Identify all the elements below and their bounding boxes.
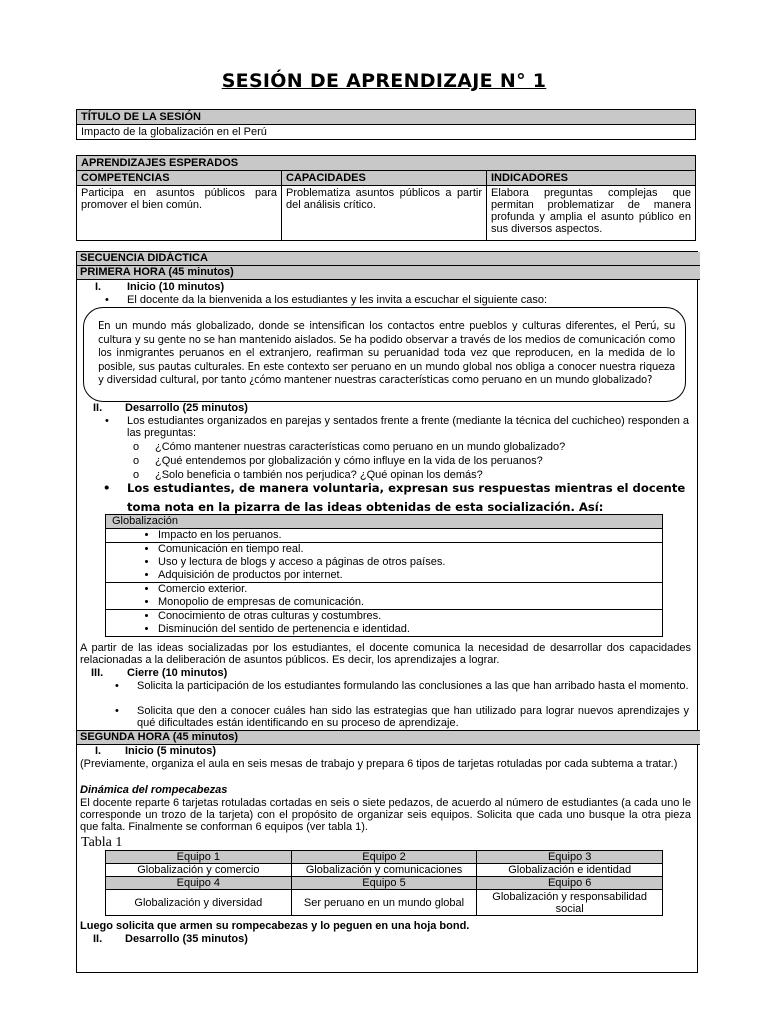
cierre-bullet-2: Solicita que den a conocer cuáles han sido las estrategias que han utilizado para lograr nuevos aprendizajes y qué dificultades están identificando en su proceso de aprendizaje. (137, 705, 689, 729)
equipo-name: Equipo 5 (291, 877, 477, 890)
equipo-name: Equipo 6 (477, 877, 663, 890)
bullet-icon: • (115, 680, 119, 692)
circle-bullet-icon: o (133, 441, 140, 453)
luego-text: Luego solicita que armen su rompecabezas y lo peguen en una hoja bond. (80, 920, 470, 932)
cierre-number: III. (91, 667, 104, 679)
inicio-bullet-text: El docente da la bienvenida a los estudiantes y les invita a escuchar el siguiente caso: (127, 294, 548, 306)
equipo-name: Equipo 4 (106, 877, 292, 890)
bullet-icon: • (103, 481, 111, 495)
equipo-name: Equipo 3 (477, 851, 663, 864)
equipo-tema: Ser peruano en un mundo global (291, 890, 477, 916)
col-competencias: COMPETENCIAS (77, 171, 282, 186)
cierre-bullet-1: Solicita la participación de los estudiantes formulando las conclusiones a las que han arribado hasta el momento. (137, 680, 689, 692)
bullet-icon: • (105, 294, 109, 306)
equipo-name: Equipo 1 (106, 851, 292, 864)
col-indicadores: INDICADORES (487, 171, 696, 186)
glob-item: • Impacto en los peruanos. (158, 529, 656, 542)
desarrollo2-heading: Desarrollo (35 minutos) (125, 933, 248, 945)
desarrollo-heading: Desarrollo (25 minutos) (125, 402, 248, 414)
dinamica-text: El docente reparte 6 tarjetas rotuladas cortadas en seis o siete pedazos, de acuerdo al número de estudiantes (a cada uno le corresponde un trozo de la tarjeta) con el propósito de organizar seis equipos. Solicita que cada uno busque la otra pieza que falta. Finalmente se conforman 6 equipos (ver tabla 1). (80, 797, 691, 833)
secuencia-header: SECUENCIA DIDÁCTICA (77, 252, 700, 266)
glob-item: • Disminución del sentido de pertenencia e identidad. (158, 623, 656, 636)
globalizacion-table (105, 514, 663, 637)
glob-item: • Monopolio de empresas de comunicación. (158, 596, 656, 609)
glob-item: • Comunicación en tiempo real. (158, 543, 656, 556)
inicio-heading: Inicio (10 minutos) (127, 281, 225, 293)
page-title: SESIÓN DE APRENDIZAJE N° 1 (221, 70, 547, 92)
indicador-cell: Elabora preguntas complejas que permitan problematizar de manera profunda y amplia el asunto público en sus diversos aspectos. (487, 186, 696, 241)
bullet-icon: • (115, 705, 119, 717)
primera-hora-header: PRIMERA HORA (45 minutos) (77, 266, 700, 280)
pregunta-1: ¿Cómo mantener nuestras características como peruano en un mundo globalizado? (155, 441, 566, 453)
session-title-value: Impacto de la globalización en el Perú (77, 125, 696, 140)
inicio-number: I. (95, 281, 102, 293)
glob-item: • Comercio exterior. (158, 583, 656, 596)
circle-bullet-icon: o (133, 469, 140, 481)
caso-oval: En un mundo más globalizado, donde se intensifican los contactos entre pueblos y culturas diferentes, el Perú, su cultura y su gente no se han mantenido aislados. Se ha podido observar a través de los medios de comunicación como los inmigrantes peruanos en el extranjero, reafirman su peruanidad toda vez que reproducen, en la medida de lo posible, sus pautas culturales. En este contexto ser peruano en un mundo global nos obliga a conocer nuestra riqueza y diversidad cultural, por tanto ¿cómo mantener nuestras características como peruano en un mundo globalizado? (83, 307, 686, 402)
equipo-name: Equipo 2 (291, 851, 477, 864)
cierre-heading: Cierre (10 minutos) (127, 667, 228, 679)
socializadas-text: A partir de las ideas socializadas por los estudiantes, el docente comunica la necesidad de desarrollar dos capacidades relacionadas a la deliberación de asuntos públicos. Es decir, los aprendizajes a lograr. (80, 642, 691, 666)
desarrollo-number: II. (93, 402, 103, 414)
desarrollo-bullet-text: Los estudiantes organizados en parejas y sentados frente a frente (mediante la técnica del cuchicheo) responden a las preguntas: (127, 415, 689, 439)
dinamica-heading: Dinámica del rompecabezas (80, 784, 228, 796)
pregunta-3: ¿Solo beneficia o también nos perjudica? ¿Qué opinan los demás? (155, 469, 483, 481)
aprendizajes-header: APRENDIZAJES ESPERADOS (77, 156, 696, 171)
equipo-tema: Globalización y comercio (106, 864, 292, 877)
inicio2-number: I. (95, 745, 102, 757)
segunda-hora-header: SEGUNDA HORA (45 minutos) (77, 730, 700, 745)
glob-item: • Adquisición de productos por internet. (158, 569, 656, 582)
desarrollo2-number: II. (93, 933, 103, 945)
glob-item: • Uso y lectura de blogs y acceso a páginas de otros países. (158, 556, 656, 569)
session-title-header: TÍTULO DE LA SESIÓN (77, 110, 696, 125)
previamente-text: (Previamente, organiza el aula en seis mesas de trabajo y prepara 6 tipos de tarjetas rotuladas por cada subtema a tratar.) (80, 758, 678, 770)
equipo-tema: Globalización y responsabilidad social (477, 890, 663, 916)
aprendizajes-table (76, 155, 696, 241)
inicio2-heading: Inicio (5 minutos) (125, 745, 217, 757)
equipo-tema: Globalización y diversidad (106, 890, 292, 916)
capacidad-cell: Problematiza asuntos públicos a partir del análisis crítico. (282, 186, 487, 241)
glob-item: • Conocimiento de otras culturas y costumbres. (158, 610, 656, 623)
equipo-tema: Globalización e identidad (477, 864, 663, 877)
globalizacion-header: Globalización (106, 515, 663, 529)
voluntaria-text: Los estudiantes, de manera voluntaria, expresan sus respuestas mientras el docente toma nota en la pizarra de las ideas obtenidas de esta socialización. Así: (127, 481, 686, 514)
col-capacidades: CAPACIDADES (282, 171, 487, 186)
bullet-icon: • (105, 415, 109, 427)
pregunta-2: ¿Qué entendemos por globalización y cómo influye en la vida de los peruanos? (155, 455, 543, 467)
equipos-table (105, 850, 663, 916)
equipo-tema: Globalización y comunicaciones (291, 864, 477, 877)
competencia-cell: Participa en asuntos públicos para promover el bien común. (77, 186, 282, 241)
circle-bullet-icon: o (133, 455, 140, 467)
secuencia-box (76, 251, 698, 973)
tabla-label: Tabla 1 (81, 835, 123, 850)
session-title-table (76, 109, 696, 140)
